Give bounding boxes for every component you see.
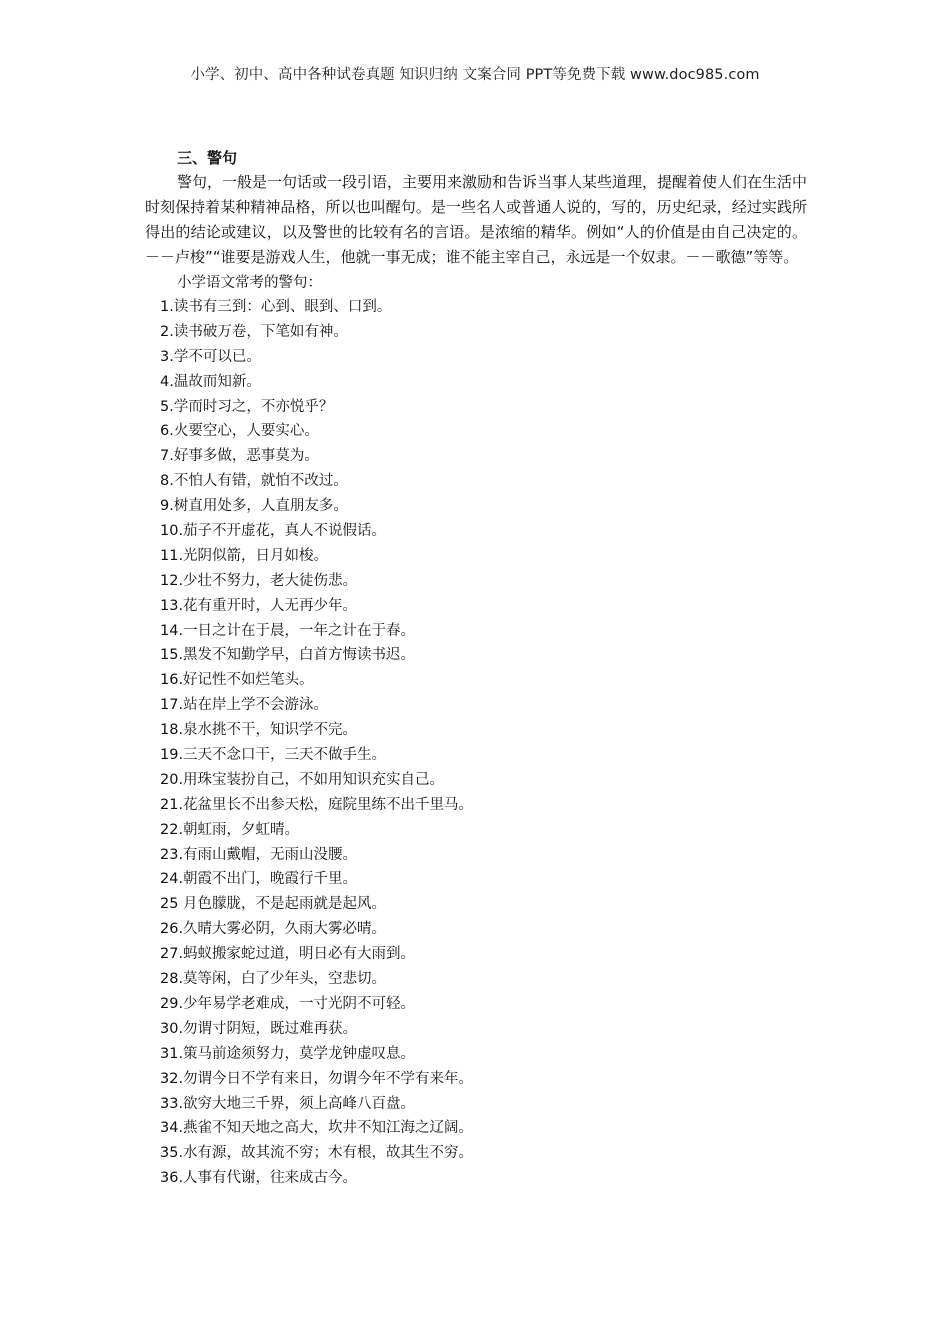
quote-item: 4.温故而知新。 [160,373,261,390]
quote-item: 28.莫等闲，白了少年头，空悲切。 [160,971,387,988]
quote-item: 24.朝霞不出门，晚霞行千里。 [160,871,358,888]
quote-item: 1.读书有三到：心到、眼到、口到。 [160,299,392,315]
quote-item: 22.朝虹雨，夕虹晴。 [160,821,300,838]
quote-item: 21.花盆里长不出参天松，庭院里练不出千里马。 [160,796,474,813]
quote-item: 8.不怕人有错，就怕不改过。 [160,473,348,490]
page-header: 小学、初中、高中各种试卷真题 知识归纳 文案合同 PPT等免费下载 www.doc985.com [190,67,760,83]
quote-item: 12.少壮不努力，老大徒伤悲。 [160,572,358,589]
quote-item: 15.黑发不知勤学早，白首方悔读书迟。 [160,647,416,664]
section-title: 三、警句 [177,149,238,167]
list-heading: 小学语文常考的警句： [177,275,322,291]
quote-item: 10.茄子不开虚花，真人不说假话。 [160,523,387,540]
quote-item: 20.用珠宝装扮自己，不如用知识充实自己。 [160,771,445,788]
quote-item: 35.水有源，故其流不穷；木有根，故其生不穷。 [160,1145,474,1162]
quote-item: 27.蚂蚁搬家蛇过道，明日必有大雨到。 [160,946,416,963]
document-body [145,147,807,1191]
quote-item: 31.策马前途须努力，莫学龙钟虚叹息。 [160,1045,416,1062]
quote-item: 17.站在岸上学不会游泳。 [160,697,329,714]
quote-item: 25 月色朦胧，不是起雨就是起风。 [160,896,387,913]
quote-item: 34.燕雀不知天地之高大，坎井不知江海之辽阔。 [160,1120,474,1137]
quote-item: 19.三天不念口干，三天不做手生。 [160,747,387,764]
quote-item: 5.学而时习之，不亦悦乎？ [160,398,334,415]
quote-item: 32.勿谓今日不学有来日，勿谓今年不学有来年。 [160,1070,474,1087]
quote-item: 2.读书破万卷，下笔如有神。 [160,323,348,340]
quote-item: 6.火要空心，人要实心。 [160,423,319,440]
quote-item: 23.有雨山戴帽，无雨山没腰。 [160,846,358,863]
quote-item: 3.学不可以已。 [160,348,261,365]
quote-item: 33.欲穷大地三千界，须上高峰八百盘。 [160,1095,416,1112]
quote-item: 14.一日之计在于晨，一年之计在于春。 [160,622,416,639]
quote-item: 29.少年易学老难成，一寸光阴不可轻。 [160,995,416,1012]
intro-paragraph: 警句，一般是一句话或一段引语，主要用来激励和告诉当事人某些道理，提醒着使人们在生活中时刻保持着某种精神品格，所以也叫醒句。是一些名人或普通人说的，写的，历史纪录，经过实践所得出的结论或建议，以及警世的比较有名的言语。是浓缩的精华。例如“人的价值是由自己决定的。－－卢梭”“谁要是游戏人生，他就一事无成；谁不能主宰自己，永远是一个奴隶。－－歌德”等等。 [145,173,808,266]
quote-item: 9.树直用处多，人直朋友多。 [160,498,348,515]
quote-item: 36.人事有代谢，往来成古今。 [160,1170,358,1187]
quote-item: 16.好记性不如烂笔头。 [160,672,314,689]
quote-item: 26.久晴大雾必阴，久雨大雾必晴。 [160,921,387,938]
quote-list [145,295,807,1191]
quote-item: 30.勿谓寸阴短，既过难再获。 [160,1020,358,1037]
quote-item: 11.光阴似箭，日月如梭。 [160,547,329,564]
quote-item: 13.花有重开时，人无再少年。 [160,597,358,614]
quote-item: 7.好事多做，恶事莫为。 [160,448,319,465]
quote-item: 18.泉水挑不干，知识学不完。 [160,722,358,739]
